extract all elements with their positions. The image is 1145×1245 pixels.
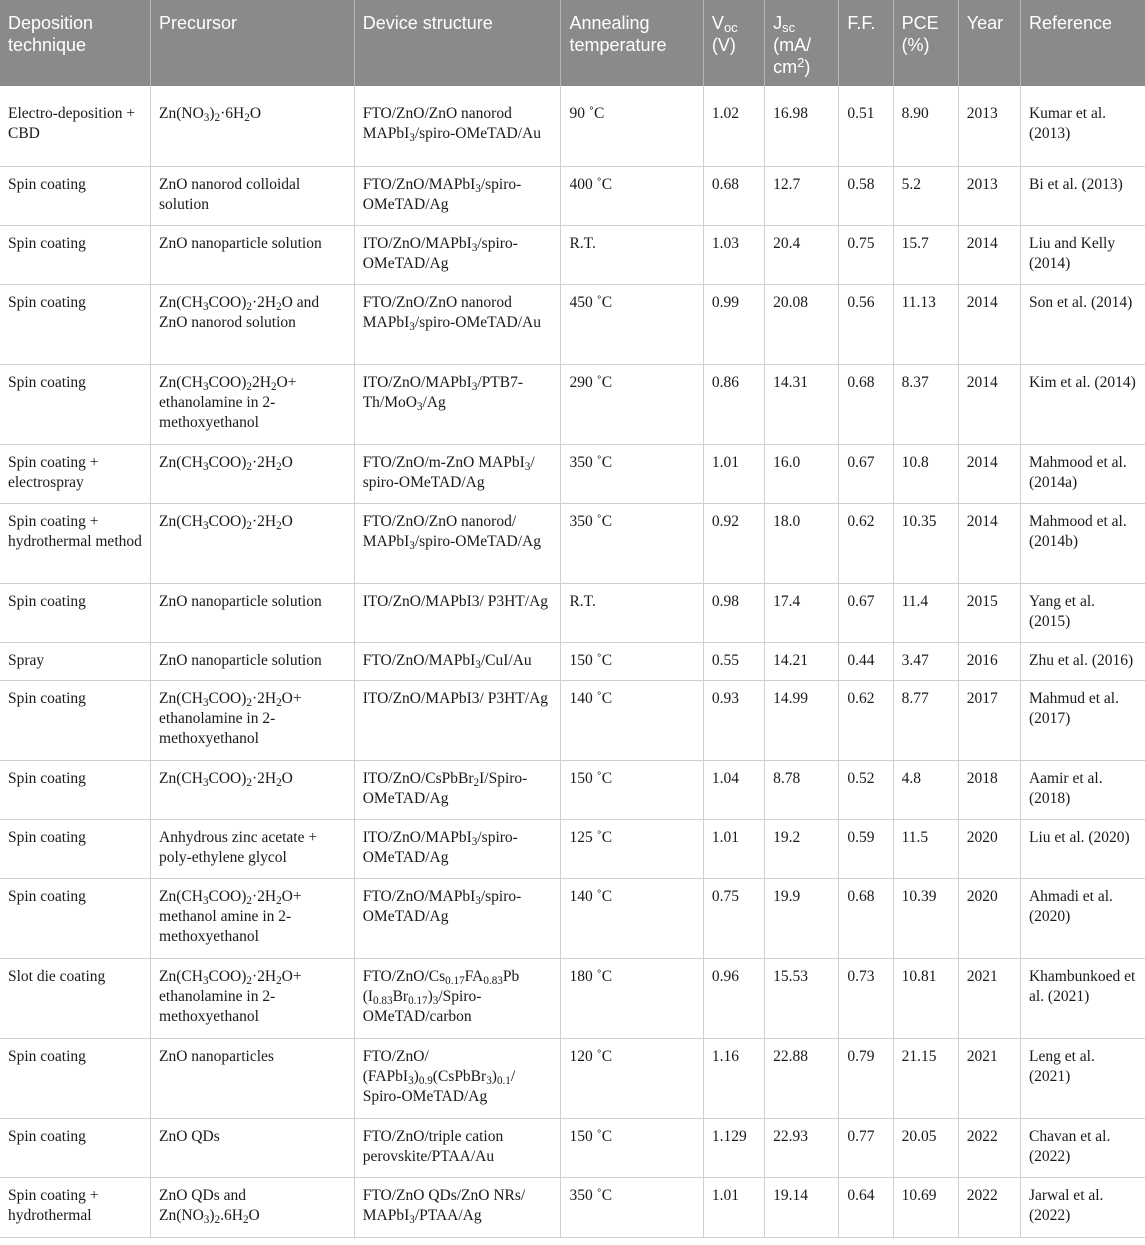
cell-jsc: 22.93 (765, 1118, 839, 1177)
cell-precursor: $Zn(CH_3COO)_2\cdot 2H_2O$ (151, 503, 355, 583)
cell-jsc: 14.31 (765, 364, 839, 444)
cell-voc: 1.01 (703, 819, 764, 878)
cell-deposition-technique: Spin coating (0, 225, 151, 284)
cell-fill-factor: 0.75 (839, 225, 893, 284)
cell-fill-factor: 0.62 (839, 680, 893, 760)
table-header (0, 0, 1145, 86)
header-jsc: $J_{sc}$ (mA/ $cm^2$) (765, 0, 839, 86)
cell-device-structure: FTO/ZnO QDs/ZnO NRs/ MAPbI$_3$/PTAA/Ag (354, 1177, 561, 1237)
cell-annealing-temperature: 120 ˚C (561, 1038, 703, 1118)
cell-reference: Kumar et al. (2013) (1020, 86, 1145, 166)
cell-voc: 1.03 (703, 225, 764, 284)
cell-jsc: 19.2 (765, 819, 839, 878)
cell-year: 2020 (958, 819, 1020, 878)
cell-precursor: Anhydrous zinc acetate + poly-ethylene glycol (151, 819, 355, 878)
cell-pce: 3.47 (893, 642, 958, 680)
cell-precursor: $Zn(CH_3COO)_2\cdot 2H_2O$ (151, 444, 355, 503)
cell-fill-factor: 0.62 (839, 503, 893, 583)
cell-year: 2020 (958, 878, 1020, 958)
cell-fill-factor: 0.64 (839, 1177, 893, 1237)
cell-deposition-technique: Electro-deposition + CBD (0, 86, 151, 166)
cell-reference: Mahmood et al. (2014a) (1020, 444, 1145, 503)
cell-deposition-technique: Spin coating (0, 166, 151, 225)
cell-fill-factor: 0.67 (839, 583, 893, 642)
cell-deposition-technique: Spin coating (0, 583, 151, 642)
cell-annealing-temperature: 140 ˚C (561, 680, 703, 760)
cell-voc: 1.02 (703, 86, 764, 166)
table-row (0, 819, 1145, 878)
cell-jsc: 16.98 (765, 86, 839, 166)
cell-fill-factor: 0.77 (839, 1118, 893, 1177)
cell-device-structure: ITO/ZnO/MAPbI$_3$/PTB7-Th/MoO$_3$/Ag (354, 364, 561, 444)
header-year: Year (958, 0, 1020, 86)
cell-fill-factor: 0.67 (839, 444, 893, 503)
cell-annealing-temperature: 150 ˚C (561, 760, 703, 819)
cell-annealing-temperature: 125 ˚C (561, 819, 703, 878)
cell-pce: 10.35 (893, 503, 958, 583)
cell-precursor: $Zn(NO_3)_2\cdot 6H_2O$ (151, 86, 355, 166)
header-deposition-technique: Deposition technique (0, 0, 151, 86)
cell-pce: 10.39 (893, 878, 958, 958)
cell-voc: 0.98 (703, 583, 764, 642)
cell-device-structure: ITO/ZnO/MAPbI$_3$/spiro-OMeTAD/Ag (354, 225, 561, 284)
cell-device-structure: ITO/ZnO/MAPbI3/ P3HT/Ag (354, 680, 561, 760)
cell-precursor: $Zn(CH_3COO)_22H_2O+$ ethanolamine in 2-methoxyethanol (151, 364, 355, 444)
header-precursor: Precursor (151, 0, 355, 86)
cell-reference: Mahmud et al. (2017) (1020, 680, 1145, 760)
cell-deposition-technique: Slot die coating (0, 958, 151, 1038)
cell-fill-factor: 0.79 (839, 1038, 893, 1118)
cell-pce: 20.05 (893, 1118, 958, 1177)
table-row (0, 680, 1145, 760)
cell-precursor: ZnO nanoparticle solution (151, 642, 355, 680)
cell-deposition-technique: Spin coating (0, 680, 151, 760)
cell-voc: 1.01 (703, 1177, 764, 1237)
cell-voc: 1.04 (703, 760, 764, 819)
cell-year: 2014 (958, 225, 1020, 284)
cell-reference: Khambunkoed et al. (2021) (1020, 958, 1145, 1038)
cell-precursor: $Zn(CH_3COO)_2\cdot 2H_2O$ and ZnO nanorod solution (151, 284, 355, 364)
cell-annealing-temperature: 350 ˚C (561, 1177, 703, 1237)
cell-annealing-temperature: 450 ˚C (561, 284, 703, 364)
cell-reference: Jarwal et al. (2022) (1020, 1177, 1145, 1237)
cell-device-structure: FTO/ZnO/m-ZnO MAPbI$_3$/ spiro-OMeTAD/Ag (354, 444, 561, 503)
cell-voc: 0.99 (703, 284, 764, 364)
cell-fill-factor: 0.51 (839, 86, 893, 166)
cell-precursor: ZnO nanorod colloidal solution (151, 166, 355, 225)
cell-deposition-technique: Spin coating + hydrothermal method (0, 503, 151, 583)
cell-year: 2014 (958, 444, 1020, 503)
cell-reference: Yang et al. (2015) (1020, 583, 1145, 642)
cell-device-structure: FTO/$ZnO/Cs_{0.17}FA_{0.83}Pb$ $(I_{0.83}Br_{0.17})_3/Spiro-OMeTAD$/carbon (354, 958, 561, 1038)
cell-annealing-temperature: 150 ˚C (561, 642, 703, 680)
cell-reference: Liu et al. (2020) (1020, 819, 1145, 878)
cell-year: 2021 (958, 958, 1020, 1038)
cell-precursor: ZnO QDs and $Zn(NO_3)_2.6H_2O$ (151, 1177, 355, 1237)
cell-annealing-temperature: 350 ˚C (561, 503, 703, 583)
table-row (0, 86, 1145, 166)
cell-annealing-temperature: 140 ˚C (561, 878, 703, 958)
cell-precursor: $Zn(CH_3COO)_2\cdot 2H_2O+$ ethanolamine in 2-methoxyethanol (151, 958, 355, 1038)
table-row (0, 878, 1145, 958)
cell-precursor: $Zn(CH_3COO)_2\cdot 2H_2O+$ methanol amine in 2-methoxyethanol (151, 878, 355, 958)
cell-device-structure: FTO/ZnO/ZnO nanorod MAPbI$_3$/spiro-OMeTAD/Au (354, 86, 561, 166)
cell-year: 2013 (958, 166, 1020, 225)
cell-jsc: 14.21 (765, 642, 839, 680)
cell-precursor: ZnO nanoparticles (151, 1038, 355, 1118)
cell-jsc: 19.9 (765, 878, 839, 958)
cell-deposition-technique: Spin coating + electrospray (0, 444, 151, 503)
cell-pce: 15.7 (893, 225, 958, 284)
cell-voc: 1.129 (703, 1118, 764, 1177)
table-row (0, 958, 1145, 1038)
cell-precursor: ZnO nanoparticle solution (151, 225, 355, 284)
header-reference: Reference (1020, 0, 1145, 86)
cell-pce: 8.90 (893, 86, 958, 166)
cell-pce: 10.8 (893, 444, 958, 503)
cell-device-structure: ITO/ZnO/MAPbI3/ P3HT/Ag (354, 583, 561, 642)
table-row (0, 642, 1145, 680)
cell-annealing-temperature: 180 ˚C (561, 958, 703, 1038)
table-row (0, 166, 1145, 225)
cell-voc: 0.68 (703, 166, 764, 225)
cell-device-structure: FTO/ZnO/ $(FAPbI_3)_{0.9}(CsPbBr_3)_{0.1}/$ Spiro-OMeTAD/Ag (354, 1038, 561, 1118)
cell-voc: 0.93 (703, 680, 764, 760)
cell-fill-factor: 0.73 (839, 958, 893, 1038)
cell-reference: Kim et al. (2014) (1020, 364, 1145, 444)
cell-year: 2021 (958, 1038, 1020, 1118)
cell-deposition-technique: Spin coating (0, 1038, 151, 1118)
cell-device-structure: FTO/ZnO/MAPbI$_3$/CuI/Au (354, 642, 561, 680)
cell-year: 2013 (958, 86, 1020, 166)
cell-annealing-temperature: R.T. (561, 225, 703, 284)
cell-deposition-technique: Spin coating (0, 364, 151, 444)
cell-precursor: $Zn(CH_3COO)_2\cdot 2H_2O$ (151, 760, 355, 819)
cell-voc: 0.92 (703, 503, 764, 583)
cell-jsc: 22.88 (765, 1038, 839, 1118)
cell-reference: Ahmadi et al. (2020) (1020, 878, 1145, 958)
cell-deposition-technique: Spin coating (0, 284, 151, 364)
cell-pce: 21.15 (893, 1038, 958, 1118)
cell-year: 2022 (958, 1118, 1020, 1177)
cell-voc: 0.75 (703, 878, 764, 958)
cell-jsc: 14.99 (765, 680, 839, 760)
cell-fill-factor: 0.58 (839, 166, 893, 225)
cell-device-structure: FTO/ZnO/MAPbI$_3$/spiro-OMeTAD/Ag (354, 166, 561, 225)
cell-year: 2018 (958, 760, 1020, 819)
cell-fill-factor: 0.68 (839, 364, 893, 444)
cell-pce: 8.77 (893, 680, 958, 760)
cell-year: 2014 (958, 364, 1020, 444)
cell-device-structure: FTO/ZnO/triple cation perovskite/PTAA/Au (354, 1118, 561, 1177)
cell-fill-factor: 0.68 (839, 878, 893, 958)
cell-fill-factor: 0.59 (839, 819, 893, 878)
cell-voc: 1.16 (703, 1038, 764, 1118)
cell-device-structure: FTO/ZnO/MAPbI$_3$/spiro-OMeTAD/Ag (354, 878, 561, 958)
cell-voc: 0.55 (703, 642, 764, 680)
cell-pce: 8.37 (893, 364, 958, 444)
cell-deposition-technique: Spin coating (0, 760, 151, 819)
cell-reference: Son et al. (2014) (1020, 284, 1145, 364)
cell-device-structure: FTO/ZnO/ZnO nanorod/ MAPbI$_3$/spiro-OMeTAD/Ag (354, 503, 561, 583)
cell-reference: Zhu et al. (2016) (1020, 642, 1145, 680)
cell-voc: 1.01 (703, 444, 764, 503)
cell-reference: Mahmood et al. (2014b) (1020, 503, 1145, 583)
cell-deposition-technique: Spin coating (0, 1118, 151, 1177)
cell-device-structure: ITO/ZnO/CsPbBr$_2$I/Spiro-OMeTAD/Ag (354, 760, 561, 819)
cell-pce: 10.69 (893, 1177, 958, 1237)
cell-fill-factor: 0.52 (839, 760, 893, 819)
cell-year: 2016 (958, 642, 1020, 680)
cell-reference: Leng et al. (2021) (1020, 1038, 1145, 1118)
table-body (0, 86, 1145, 1237)
cell-pce: 5.2 (893, 166, 958, 225)
table-row (0, 444, 1145, 503)
cell-pce: 11.4 (893, 583, 958, 642)
cell-deposition-technique: Spin coating + hydrothermal (0, 1177, 151, 1237)
table-row (0, 1118, 1145, 1177)
header-pce: PCE (%) (893, 0, 958, 86)
table-row (0, 364, 1145, 444)
cell-pce: 11.13 (893, 284, 958, 364)
table-row (0, 760, 1145, 819)
cell-jsc: 18.0 (765, 503, 839, 583)
cell-reference: Bi et al. (2013) (1020, 166, 1145, 225)
cell-year: 2022 (958, 1177, 1020, 1237)
cell-jsc: 19.14 (765, 1177, 839, 1237)
header-fill-factor: F.F. (839, 0, 893, 86)
cell-device-structure: ITO/ZnO/MAPbI$_3$/spiro-OMeTAD/Ag (354, 819, 561, 878)
cell-fill-factor: 0.44 (839, 642, 893, 680)
cell-pce: 4.8 (893, 760, 958, 819)
table-row (0, 583, 1145, 642)
cell-annealing-temperature: 290 ˚C (561, 364, 703, 444)
cell-pce: 11.5 (893, 819, 958, 878)
cell-voc: 0.86 (703, 364, 764, 444)
table-row (0, 284, 1145, 364)
cell-jsc: 12.7 (765, 166, 839, 225)
cell-annealing-temperature: 350 ˚C (561, 444, 703, 503)
cell-year: 2014 (958, 284, 1020, 364)
cell-reference: Chavan et al. (2022) (1020, 1118, 1145, 1177)
cell-jsc: 20.08 (765, 284, 839, 364)
cell-year: 2014 (958, 503, 1020, 583)
cell-fill-factor: 0.56 (839, 284, 893, 364)
table-row (0, 503, 1145, 583)
cell-deposition-technique: Spin coating (0, 878, 151, 958)
cell-precursor: ZnO QDs (151, 1118, 355, 1177)
cell-reference: Liu and Kelly (2014) (1020, 225, 1145, 284)
cell-precursor: ZnO nanoparticle solution (151, 583, 355, 642)
cell-jsc: 15.53 (765, 958, 839, 1038)
table-row (0, 225, 1145, 284)
cell-annealing-temperature: 400 ˚C (561, 166, 703, 225)
cell-device-structure: FTO/ZnO/ZnO nanorod MAPbI$_3$/spiro-OMeTAD/Au (354, 284, 561, 364)
cell-reference: Aamir et al. (2018) (1020, 760, 1145, 819)
cell-annealing-temperature: 150 ˚C (561, 1118, 703, 1177)
cell-annealing-temperature: R.T. (561, 583, 703, 642)
cell-voc: 0.96 (703, 958, 764, 1038)
cell-annealing-temperature: 90 ˚C (561, 86, 703, 166)
cell-jsc: 16.0 (765, 444, 839, 503)
header-row (0, 0, 1145, 86)
cell-deposition-technique: Spin coating (0, 819, 151, 878)
cell-jsc: 17.4 (765, 583, 839, 642)
cell-jsc: 8.78 (765, 760, 839, 819)
cell-pce: 10.81 (893, 958, 958, 1038)
header-device-structure: Device structure (354, 0, 561, 86)
cell-precursor: $Zn(CH_3COO)_2\cdot 2H_2O+$ ethanolamine in 2-methoxyethanol (151, 680, 355, 760)
table-row (0, 1177, 1145, 1237)
table-row (0, 1038, 1145, 1118)
header-annealing-temperature: Annealing temperature (561, 0, 703, 86)
header-voc: $V_{oc}$ (V) (703, 0, 764, 86)
cell-deposition-technique: Spray (0, 642, 151, 680)
cell-jsc: 20.4 (765, 225, 839, 284)
cell-year: 2017 (958, 680, 1020, 760)
cell-year: 2015 (958, 583, 1020, 642)
